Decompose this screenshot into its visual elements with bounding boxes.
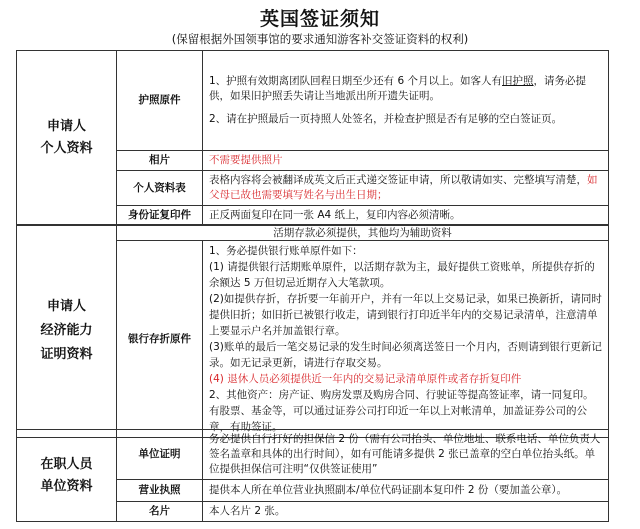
passport-line-1: 1、护照有效期离团队回程日期至少还有 6 个月以上。如客人有旧护照，请务必提供，如果旧护照丢失请让当地派出所开遗失证明。 — [209, 75, 587, 102]
section-label-line: 申请人 — [46, 119, 86, 134]
page-title: 英国签证须知 — [259, 8, 380, 30]
id-card-label: 身份证复印件 — [117, 206, 203, 226]
business-license-label: 营业执照 — [117, 480, 203, 502]
photo-label: 相片 — [117, 151, 203, 171]
passport-line-2: 2、请在护照最后一页持照人处签名，并检查护照是否有足够的空白签证页。 — [209, 113, 563, 125]
bank-item-retiree: (4) 退休人员必须提供近一年内的交易记录清单原件或者存折复印件 — [209, 373, 522, 385]
bank-statement-requirements — [203, 241, 609, 438]
financial-section-header — [17, 225, 117, 438]
applicant-info-section-header — [17, 51, 117, 226]
page-subtitle: (保留根据外国领事馆的要求通知游客补交签证资料的权利) — [171, 32, 469, 46]
bank-item-other-assets: 2、其他资产：房产证、购房发票及购房合同、行驶证等提高签证率，请一同复印。有股票、基金等，可以通过证券公司打印近一年以上对帐清单，加盖证券公司的公章，有助签证。 — [209, 389, 594, 433]
passport-label: 护照原件 — [117, 51, 203, 151]
section-label-line: 证明资料 — [40, 347, 93, 362]
employed-section-header — [17, 430, 117, 522]
photo-value: 不需要提供照片 — [203, 151, 609, 171]
personal-form-value: 表格内容将会被翻译成英文后正式递交签证申请，所以敬请如实、完整填写清楚，如父母已故也需要填写姓名与出生日期； — [203, 171, 609, 206]
id-card-value: 正反两面复印在同一张 A4 纸上，复印内容必须清晰。 — [203, 206, 609, 226]
personal-form-label: 个人资料表 — [117, 171, 203, 206]
business-card-value: 本人名片 2 张。 — [203, 502, 609, 522]
bank-item: 1、务必提供银行账单原件如下： — [209, 245, 363, 257]
passport-requirements — [203, 51, 609, 151]
old-passport-link: 旧护照 — [502, 75, 534, 87]
section-label-line: 个人资料 — [40, 141, 93, 156]
bank-item: (3)账单的最后一笔交易记录的发生时间必须离送签日一个月内，否则请到银行更新记录。如无记录更新，请进行存取交易。 — [209, 341, 602, 369]
financial-note: 活期存款必须提供，其他均为辅助资料 — [117, 225, 609, 241]
bank-item: (1) 请提供银行活期账单原件，以活期存款为主，最好提供工资账单，所提供存折的余额达 5 万但切忌近期存入大笔款项。 — [209, 261, 595, 289]
business-card-label: 名片 — [117, 502, 203, 522]
employer-letter-label: 单位证明 — [117, 430, 203, 480]
financial-table — [16, 224, 609, 438]
section-label-line: 在职人员 — [40, 456, 93, 472]
section-label-line: 经济能力 — [40, 323, 93, 338]
bank-statement-label: 银行存折原件 — [117, 241, 203, 438]
form-red-note: 如父母已故也需要填写姓名与出生日期； — [209, 174, 598, 201]
section-label-line: 单位资料 — [40, 478, 93, 494]
bank-item: (2)如提供存折，存折要一年前开户，并有一年以上交易记录，如果已换新折，请同时提供旧折；如旧折已被银行收走，请到银行打印近半年内的交易记录清单，注意清单上要显示户名并加盖银行章。 — [209, 293, 602, 337]
section-label-line: 申请人 — [46, 299, 86, 314]
employer-letter-value: 务必提供自行打好的担保信 2 份（需有公司抬头、单位地址、联系电话、单位负责人签名盖章和具体的出行时间），如有可能请多提供 2 张已盖章的空白单位抬头纸。单位提供担保信可注明“仅供签证使用” — [203, 430, 609, 480]
employed-table — [16, 429, 609, 522]
applicant-info-table — [16, 50, 609, 226]
business-license-value: 提供本人所在单位营业执照副本/单位代码证副本复印件 2 份（要加盖公章）。 — [203, 480, 609, 502]
